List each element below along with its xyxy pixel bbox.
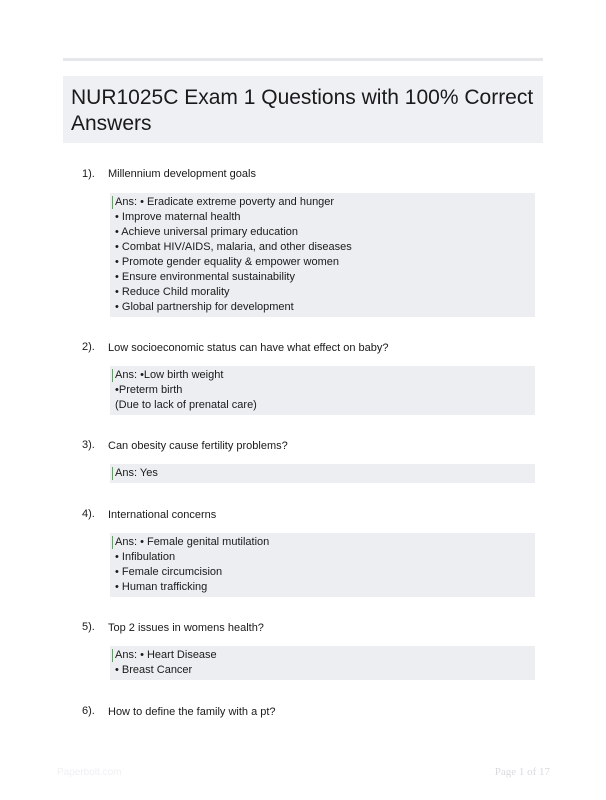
question-number: 2).	[82, 341, 95, 353]
top-divider	[63, 58, 543, 61]
answer-line: Ans: • Female genital mutilation	[115, 536, 270, 548]
answer-box	[110, 533, 535, 597]
answer-box	[110, 366, 535, 415]
question-number: 4).	[82, 508, 95, 520]
answer-line: Ans: Yes	[115, 467, 158, 479]
question-number: 1).	[82, 168, 95, 180]
answer-line: • Reduce Child morality	[115, 286, 230, 298]
answer-line: • Combat HIV/AIDS, malaria, and other diseases	[115, 241, 352, 253]
question-text: How to define the family with a pt?	[108, 706, 276, 718]
question-text: Can obesity cause fertility problems?	[108, 440, 288, 452]
page-number: Page 1 of 17	[494, 766, 550, 778]
footer-watermark: Paperbolt.com	[57, 767, 122, 778]
document-title: NUR1025C Exam 1 Questions with 100% Correct Answers	[71, 86, 534, 135]
answer-line: • Promote gender equality & empower women	[115, 256, 339, 268]
answer-line: • Female circumcision	[115, 566, 223, 578]
answer-line: • Global partnership for development	[115, 301, 294, 313]
question-text: Top 2 issues in womens health?	[108, 622, 264, 634]
answer-line: • Infibulation	[115, 551, 176, 563]
answer-box	[110, 464, 535, 483]
question-number: 6).	[82, 705, 95, 717]
answer-line: •Preterm birth	[115, 384, 183, 396]
question-number: 5).	[82, 621, 95, 633]
answer-line: • Breast Cancer	[115, 664, 193, 676]
question-text: Millennium development goals	[108, 168, 256, 180]
answer-line: • Ensure environmental sustainability	[115, 271, 295, 283]
question-text: Low socioeconomic status can have what effect on baby?	[108, 342, 389, 354]
title-banner	[63, 76, 543, 143]
answer-line: Ans: •Low birth weight	[115, 369, 224, 381]
question-text: International concerns	[108, 509, 217, 521]
answer-line: (Due to lack of prenatal care)	[115, 399, 257, 411]
answer-line: Ans: • Eradicate extreme poverty and hunger	[115, 196, 335, 208]
answer-box	[110, 193, 535, 317]
answer-line: • Human trafficking	[115, 581, 208, 593]
answer-box	[110, 646, 535, 680]
answer-line: • Achieve universal primary education	[115, 226, 298, 238]
question-number: 3).	[82, 439, 95, 451]
answer-line: • Improve maternal health	[115, 211, 241, 223]
answer-line: Ans: • Heart Disease	[115, 649, 217, 661]
